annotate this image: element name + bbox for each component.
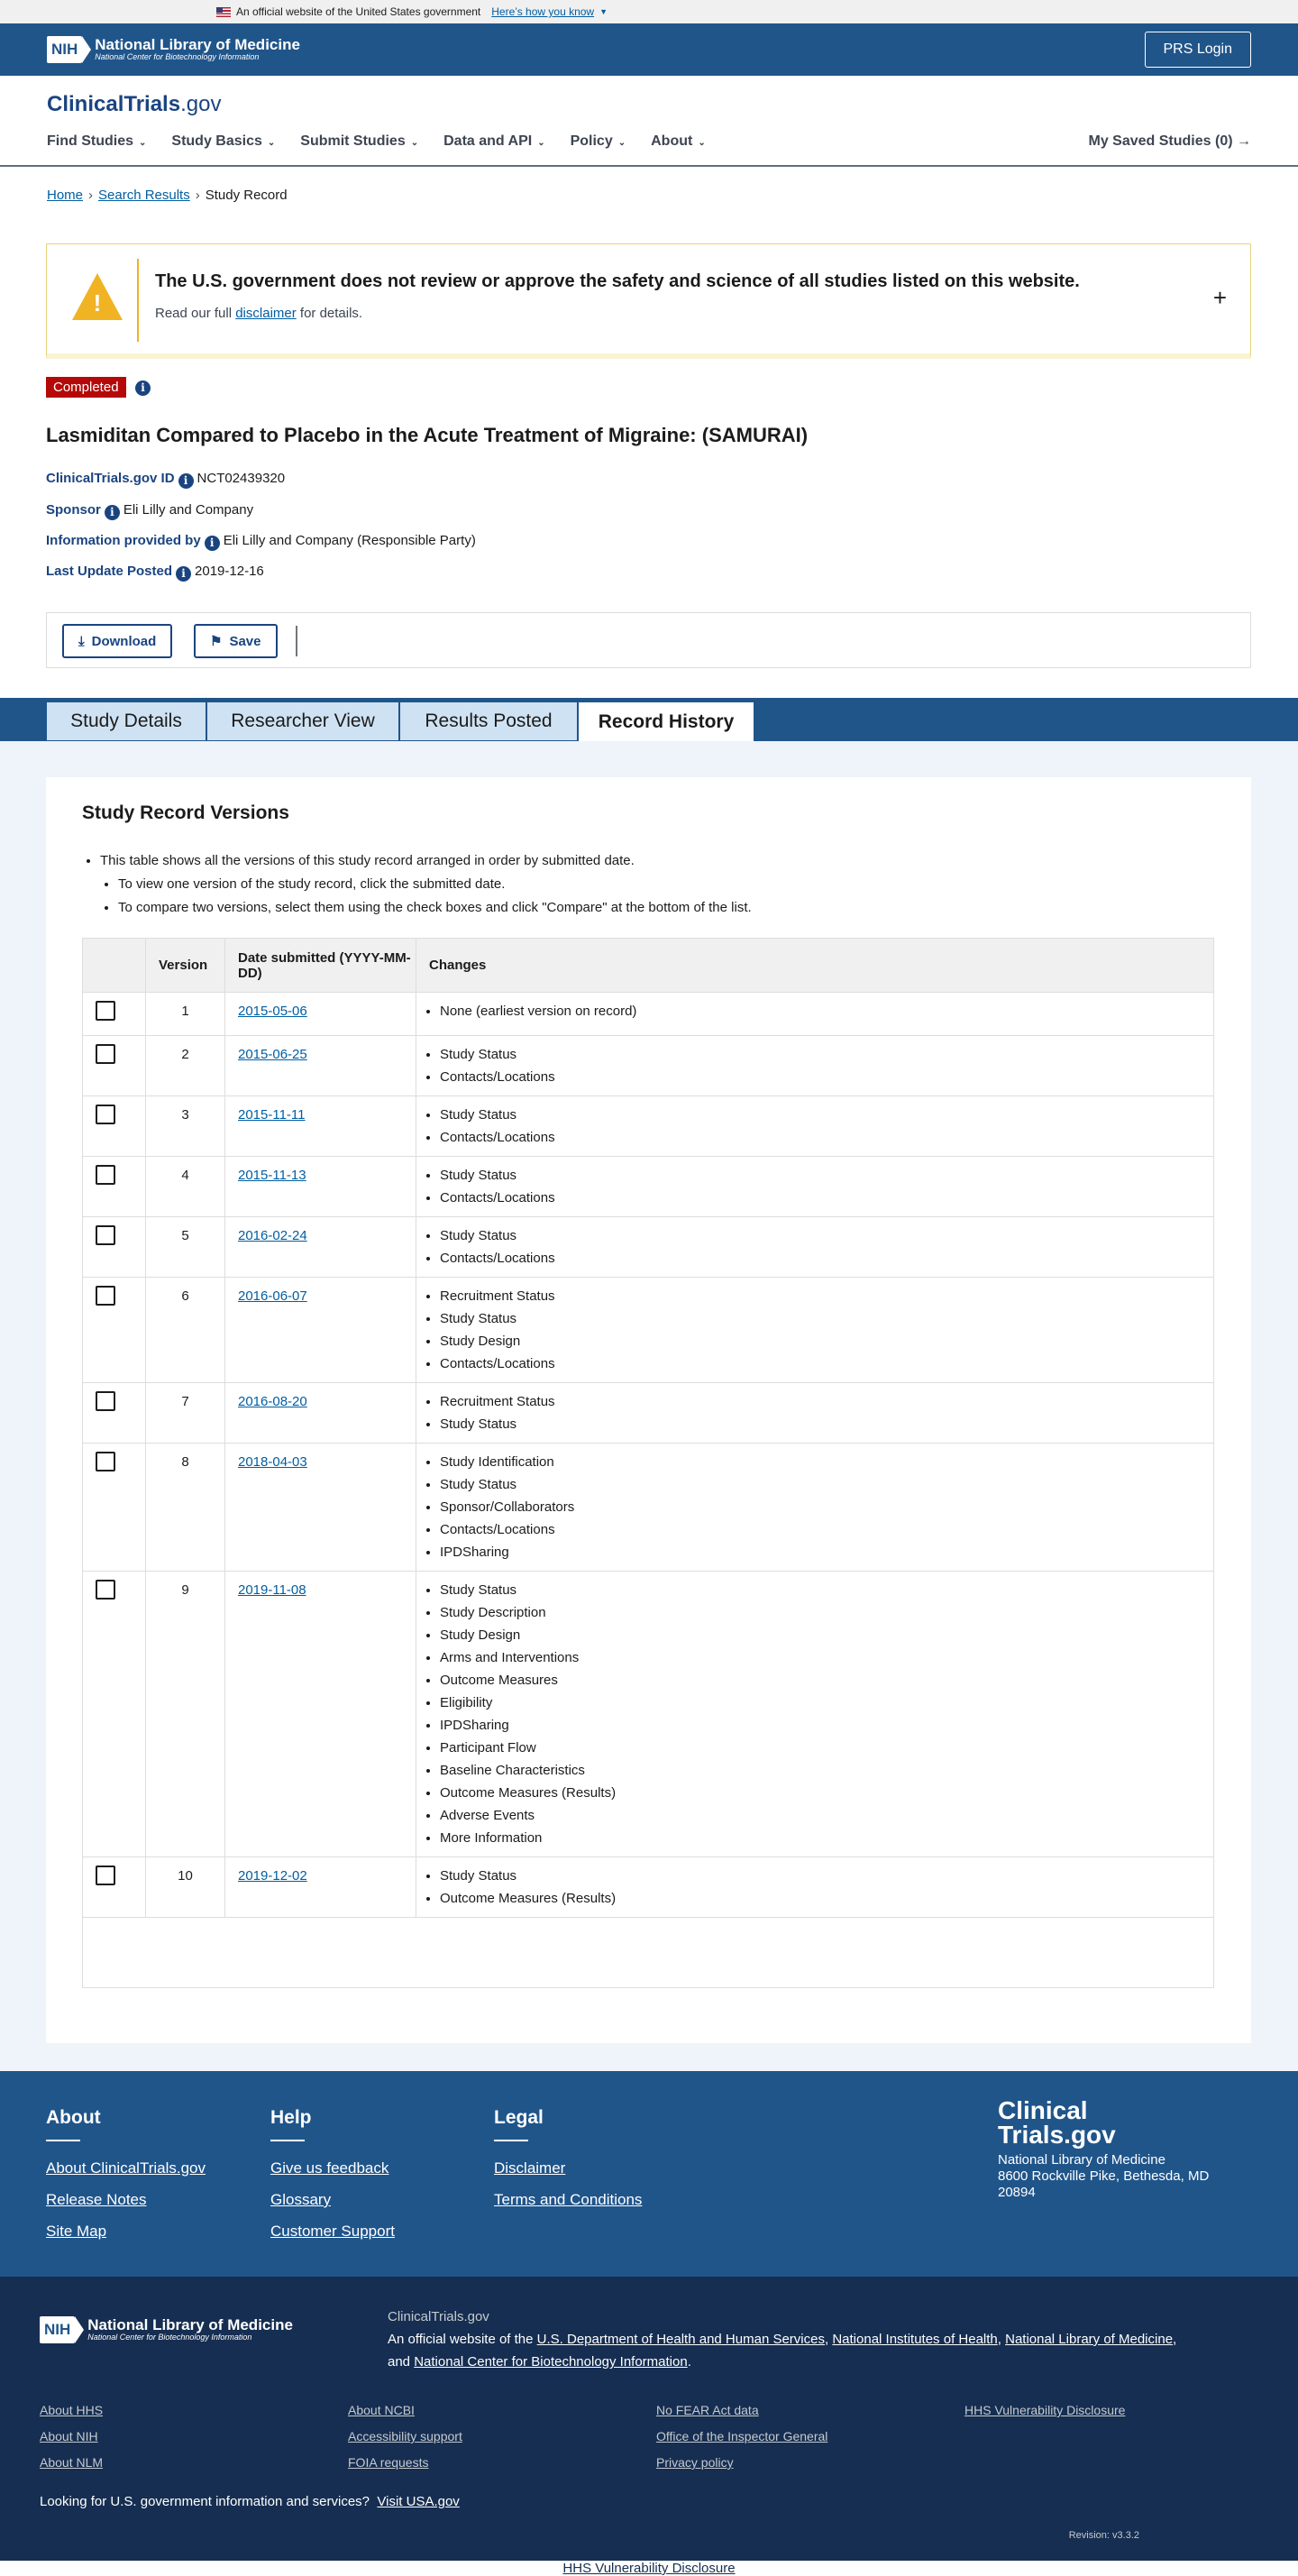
change-item: • Study Status bbox=[440, 1865, 1201, 1887]
changes-cell bbox=[416, 1857, 1214, 1918]
changes-cell bbox=[416, 1096, 1214, 1157]
hhs-link[interactable]: U.S. Department of Health and Human Services bbox=[536, 2332, 825, 2347]
change-item: • IPDSharing bbox=[440, 1541, 1201, 1563]
about-hhs-link[interactable]: About HHS bbox=[40, 2403, 104, 2417]
last-update-row bbox=[46, 564, 264, 582]
official-site-text: ClinicalTrials.gov An official website of the U.S. Department of Health and Human Services, National Institutes of Health, National Library of Medicine, and National Center for Biotechnology Information. bbox=[388, 2306, 1253, 2373]
instruction-1: • This table shows all the versions of this study record arranged in order by submitted date. bbox=[100, 849, 752, 873]
changes-cell bbox=[416, 1383, 1214, 1444]
gov-banner bbox=[0, 0, 1298, 23]
compare-checkbox[interactable] bbox=[96, 1866, 115, 1885]
date-cell bbox=[225, 1157, 416, 1217]
change-item: • Study Status bbox=[440, 1307, 1201, 1330]
breadcrumb-home[interactable]: Home bbox=[47, 188, 84, 203]
compare-checkbox[interactable] bbox=[96, 1044, 115, 1064]
main-nav bbox=[47, 133, 706, 150]
footer-about-link[interactable]: About ClinicalTrials.gov bbox=[46, 2159, 206, 2177]
about-ncbi-link[interactable]: About NCBI bbox=[348, 2403, 415, 2417]
gov-banner-text: An official website of the United States government bbox=[236, 5, 481, 18]
version-cell: 7 bbox=[146, 1383, 225, 1444]
date-cell bbox=[225, 993, 416, 1036]
footer-site-name: ClinicalTrials.gov bbox=[388, 2309, 489, 2324]
version-date-link[interactable]: 2015-11-13 bbox=[238, 1168, 306, 1183]
change-item: • Sponsor/Collaborators bbox=[440, 1496, 1201, 1518]
change-item: • Study Status bbox=[440, 1104, 1201, 1126]
changes-cell bbox=[416, 1157, 1214, 1217]
instruction-2: • To view one version of the study record, click the submitted date. bbox=[118, 873, 752, 896]
heres-how-you-know-link[interactable]: Here’s how you know bbox=[491, 5, 595, 18]
change-item: • Contacts/Locations bbox=[440, 1352, 1201, 1375]
footer-legal bbox=[494, 2107, 642, 2223]
version-date-link[interactable]: 2015-05-06 bbox=[238, 1004, 307, 1019]
site-title-suffix: .gov bbox=[180, 92, 222, 116]
footer-legal-heading: Legal bbox=[494, 2107, 544, 2128]
footer-address-1: 8600 Rockville Pike, Bethesda, MD bbox=[998, 2168, 1210, 2184]
footer-help bbox=[270, 2107, 395, 2254]
study-title: Lasmiditan Compared to Placebo in the Acute Treatment of Migraine: (SAMURAI) bbox=[46, 424, 809, 446]
footer-nlm-logo[interactable] bbox=[40, 2316, 293, 2343]
change-item: • Arms and Interventions bbox=[440, 1646, 1201, 1669]
provided-by-value: Eli Lilly and Company (Responsible Party) bbox=[223, 533, 476, 548]
table-row bbox=[83, 993, 1214, 1036]
version-date-link[interactable]: 2016-06-07 bbox=[238, 1288, 307, 1304]
change-item: • Eligibility bbox=[440, 1691, 1201, 1714]
change-item: • Adverse Events bbox=[440, 1804, 1201, 1827]
footer-org: National Library of Medicine bbox=[998, 2152, 1165, 2168]
compare-checkbox[interactable] bbox=[96, 1165, 115, 1185]
version-date-link[interactable]: 2015-06-25 bbox=[238, 1047, 307, 1062]
version-date-link[interactable]: 2015-11-11 bbox=[238, 1107, 306, 1123]
change-item: • Participant Flow bbox=[440, 1737, 1201, 1759]
study-id-row bbox=[46, 471, 285, 489]
footer-terms-link[interactable]: Terms and Conditions bbox=[494, 2191, 643, 2208]
compare-checkbox[interactable] bbox=[96, 1286, 115, 1306]
footer-release-notes-link[interactable]: Release Notes bbox=[46, 2191, 147, 2208]
compare-checkbox[interactable] bbox=[96, 1225, 115, 1245]
select-cell bbox=[83, 993, 146, 1036]
change-item: • Contacts/Locations bbox=[440, 1066, 1201, 1088]
status-badge: Completed bbox=[46, 377, 126, 398]
version-date-link[interactable]: 2016-02-24 bbox=[238, 1228, 307, 1243]
compare-checkbox[interactable] bbox=[96, 1391, 115, 1411]
footer-brand bbox=[998, 2098, 1209, 2201]
version-cell: 8 bbox=[146, 1444, 225, 1572]
tab-results-posted[interactable]: Results Posted bbox=[399, 701, 578, 741]
footer-government bbox=[0, 2277, 1298, 2576]
changes-cell bbox=[416, 1572, 1214, 1857]
change-item: • Contacts/Locations bbox=[440, 1518, 1201, 1541]
table-row bbox=[83, 1278, 1214, 1383]
footer-ct-logo: Clinical Trials.gov bbox=[998, 2096, 1116, 2149]
change-item: • Outcome Measures bbox=[440, 1669, 1201, 1691]
sponsor-value: Eli Lilly and Company bbox=[123, 502, 254, 518]
actions-bar bbox=[46, 612, 1251, 668]
date-cell bbox=[225, 1857, 416, 1918]
versions-heading: Study Record Versions bbox=[82, 802, 289, 823]
change-item: • Contacts/Locations bbox=[440, 1247, 1201, 1270]
provided-by-row bbox=[46, 533, 476, 551]
footer-help-heading: Help bbox=[270, 2107, 312, 2128]
changes-cell bbox=[416, 993, 1214, 1036]
about-nlm-link[interactable]: About NLM bbox=[40, 2455, 104, 2470]
chevron-down-icon: ⌄ bbox=[410, 138, 419, 148]
expand-plus-icon[interactable]: + bbox=[1212, 284, 1227, 311]
prs-login-button[interactable]: PRS Login bbox=[1145, 32, 1252, 68]
table-row bbox=[83, 1857, 1214, 1918]
compare-checkbox[interactable] bbox=[96, 1001, 115, 1021]
version-cell: 6 bbox=[146, 1278, 225, 1383]
foia-link[interactable]: FOIA requests bbox=[348, 2455, 429, 2470]
compare-checkbox[interactable] bbox=[96, 1452, 115, 1471]
tab-researcher-view[interactable]: Researcher View bbox=[206, 701, 399, 741]
version-date-link[interactable]: 2019-11-08 bbox=[238, 1582, 306, 1598]
select-column-header bbox=[83, 939, 146, 993]
change-item: • Study Status bbox=[440, 1043, 1201, 1066]
nih-link[interactable]: National Institutes of Health bbox=[832, 2332, 998, 2347]
footer-glossary-link[interactable]: Glossary bbox=[270, 2191, 332, 2208]
version-cell: 3 bbox=[146, 1096, 225, 1157]
change-item: • Study Status bbox=[440, 1413, 1201, 1435]
table-row bbox=[83, 1572, 1214, 1857]
nih-logo-icon: NIH bbox=[40, 2316, 75, 2343]
info-icon[interactable]: i bbox=[178, 473, 194, 489]
footer-support-link[interactable]: Customer Support bbox=[270, 2223, 395, 2240]
version-cell: 9 bbox=[146, 1572, 225, 1857]
footer-feedback-link[interactable]: Give us feedback bbox=[270, 2159, 389, 2177]
change-item: • Study Status bbox=[440, 1473, 1201, 1496]
info-icon[interactable]: i bbox=[135, 380, 151, 396]
version-date-link[interactable]: 2019-12-02 bbox=[238, 1868, 307, 1884]
usa-gov-row: Looking for U.S. government information and services? Visit USA.gov bbox=[40, 2494, 460, 2509]
date-cell bbox=[225, 1096, 416, 1157]
breadcrumb-current: Study Record bbox=[205, 188, 288, 203]
date-column-header: Date submitted (YYYY-MM-DD) bbox=[225, 939, 416, 993]
site-logo[interactable] bbox=[47, 92, 221, 117]
breadcrumb bbox=[47, 188, 288, 203]
hhs-vulnerability-link[interactable]: HHS Vulnerability Disclosure bbox=[964, 2403, 1126, 2417]
nav-submit-studies[interactable]: Submit Studies ⌄ bbox=[300, 133, 419, 149]
change-item: • Recruitment Status bbox=[440, 1390, 1201, 1413]
chevron-right-icon: › bbox=[88, 188, 94, 203]
change-item: • Study Design bbox=[440, 1624, 1201, 1646]
select-cell bbox=[83, 1572, 146, 1857]
chevron-down-icon: ⌄ bbox=[139, 138, 147, 148]
version-date-link[interactable]: 2016-08-20 bbox=[238, 1394, 307, 1409]
footer-ncbi-name: National Center for Biotechnology Information bbox=[87, 2333, 252, 2342]
usa-gov-link[interactable]: Visit USA.gov bbox=[377, 2494, 460, 2509]
nav-about[interactable]: About ⌄ bbox=[651, 133, 706, 149]
table-row bbox=[83, 1157, 1214, 1217]
info-icon[interactable]: i bbox=[105, 505, 120, 520]
change-item: • Contacts/Locations bbox=[440, 1187, 1201, 1209]
inspector-general-link[interactable]: Office of the Inspector General bbox=[656, 2429, 828, 2443]
table-row bbox=[83, 1036, 1214, 1096]
info-icon[interactable]: i bbox=[176, 566, 191, 582]
study-id-label: ClinicalTrials.gov ID bbox=[46, 471, 175, 486]
version-date-link[interactable]: 2018-04-03 bbox=[238, 1454, 307, 1470]
site-header bbox=[0, 76, 1298, 167]
change-item: • Study Status bbox=[440, 1164, 1201, 1187]
select-cell bbox=[83, 1857, 146, 1918]
version-column-header: Version bbox=[146, 939, 225, 993]
select-cell bbox=[83, 1157, 146, 1217]
change-item: • Study Description bbox=[440, 1601, 1201, 1624]
change-item: • Study Identification bbox=[440, 1451, 1201, 1473]
table-row bbox=[83, 1096, 1214, 1157]
version-cell: 4 bbox=[146, 1157, 225, 1217]
change-item: • Baseline Characteristics bbox=[440, 1759, 1201, 1782]
table-spacer-row bbox=[83, 1918, 1214, 1988]
date-cell bbox=[225, 1217, 416, 1278]
alert-text: Read our full disclaimer for details. bbox=[155, 306, 363, 321]
select-cell bbox=[83, 1444, 146, 1572]
footer-nlm-name: National Library of Medicine bbox=[87, 2316, 293, 2334]
no-fear-link[interactable]: No FEAR Act data bbox=[656, 2403, 759, 2417]
chevron-down-icon: ⌄ bbox=[267, 138, 276, 148]
date-cell bbox=[225, 1278, 416, 1383]
select-cell bbox=[83, 1096, 146, 1157]
nih-header bbox=[0, 23, 1298, 76]
select-cell bbox=[83, 1217, 146, 1278]
table-row bbox=[83, 1217, 1214, 1278]
site-title-main: ClinicalTrials bbox=[47, 92, 181, 116]
change-item: • More Information bbox=[440, 1827, 1201, 1849]
bookmark-icon: ⚑ bbox=[210, 634, 223, 649]
alert-title: The U.S. government does not review or approve the safety and science of all studies listed on this website. bbox=[155, 271, 1080, 291]
date-cell bbox=[225, 1572, 416, 1857]
breadcrumb-search-results[interactable]: Search Results bbox=[98, 188, 190, 203]
sponsor-row bbox=[46, 502, 253, 520]
compare-checkbox[interactable] bbox=[96, 1105, 115, 1124]
change-item: • Study Status bbox=[440, 1224, 1201, 1247]
changes-cell bbox=[416, 1278, 1214, 1383]
nav-find-studies[interactable]: Find Studies ⌄ bbox=[47, 133, 147, 149]
instruction-3: • To compare two versions, select them using the check boxes and click "Compare" at the bottom of the list. bbox=[118, 896, 752, 920]
study-id-value: NCT02439320 bbox=[197, 471, 286, 486]
nlm-logo[interactable] bbox=[47, 36, 300, 63]
change-item: • Outcome Measures (Results) bbox=[440, 1887, 1201, 1910]
version-cell: 5 bbox=[146, 1217, 225, 1278]
nav-policy[interactable]: Policy ⌄ bbox=[570, 133, 626, 149]
table-row bbox=[83, 1444, 1214, 1572]
download-button[interactable]: ⤓ Download bbox=[62, 624, 172, 658]
about-nih-link[interactable]: About NIH bbox=[40, 2429, 98, 2443]
disclaimer-link[interactable]: disclaimer bbox=[235, 306, 297, 321]
table-row bbox=[83, 1383, 1214, 1444]
changes-cell bbox=[416, 1444, 1214, 1572]
privacy-policy-link[interactable]: Privacy policy bbox=[656, 2455, 734, 2470]
change-item: • None (earliest version on record) bbox=[440, 1000, 1201, 1022]
record-history-card bbox=[46, 777, 1251, 2043]
footer-col-1 bbox=[40, 2397, 103, 2476]
date-cell bbox=[225, 1036, 416, 1096]
arrow-right-icon: → bbox=[1237, 133, 1251, 149]
footer-col-4 bbox=[964, 2397, 1125, 2424]
version-cell: 10 bbox=[146, 1857, 225, 1918]
change-item: • IPDSharing bbox=[440, 1714, 1201, 1737]
chevron-down-icon: ⌄ bbox=[617, 138, 626, 148]
versions-table bbox=[82, 938, 1214, 1988]
chevron-right-icon: › bbox=[195, 188, 200, 203]
last-update-label: Last Update Posted bbox=[46, 564, 173, 579]
change-item: • Study Design bbox=[440, 1330, 1201, 1352]
bottom-vulnerability-link[interactable]: HHS Vulnerability Disclosure bbox=[562, 2561, 736, 2576]
sponsor-label: Sponsor bbox=[46, 502, 101, 518]
us-flag-icon bbox=[216, 7, 231, 17]
tab-record-history[interactable]: Record History bbox=[578, 701, 754, 741]
last-update-value: 2019-12-16 bbox=[195, 564, 264, 579]
chevron-down-icon: ⌄ bbox=[698, 138, 706, 148]
provided-by-label: Information provided by bbox=[46, 533, 201, 548]
saved-studies-link[interactable]: My Saved Studies (0) → bbox=[1088, 133, 1251, 149]
footer-disclaimer-link[interactable]: Disclaimer bbox=[494, 2159, 566, 2177]
date-cell bbox=[225, 1383, 416, 1444]
footer-address-2: 20894 bbox=[998, 2185, 1036, 2200]
save-button[interactable]: ⚑ Save bbox=[194, 624, 278, 658]
select-cell bbox=[83, 1278, 146, 1383]
footer-col-2 bbox=[348, 2397, 462, 2476]
version-cell: 1 bbox=[146, 993, 225, 1036]
download-icon: ⤓ bbox=[78, 633, 85, 649]
change-item: • Study Status bbox=[440, 1579, 1201, 1601]
change-item: • Outcome Measures (Results) bbox=[440, 1782, 1201, 1804]
ncbi-name: National Center for Biotechnology Information bbox=[95, 52, 260, 62]
change-item: • Contacts/Locations bbox=[440, 1126, 1201, 1149]
select-cell bbox=[83, 1036, 146, 1096]
accessibility-link[interactable]: Accessibility support bbox=[348, 2429, 462, 2443]
compare-checkbox[interactable] bbox=[96, 1580, 115, 1600]
nlm-name: National Library of Medicine bbox=[95, 36, 300, 54]
changes-cell bbox=[416, 1217, 1214, 1278]
ncbi-link[interactable]: National Center for Biotechnology Information bbox=[414, 2354, 688, 2370]
nlm-link[interactable]: National Library of Medicine bbox=[1005, 2332, 1174, 2347]
footer-about-heading: About bbox=[46, 2107, 101, 2128]
tab-bar bbox=[0, 698, 1298, 741]
revision-text: Revision: v3.3.2 bbox=[1068, 2530, 1139, 2541]
chevron-down-icon: ⌄ bbox=[537, 138, 545, 148]
footer-col-3 bbox=[656, 2397, 827, 2476]
footer-site-map-link[interactable]: Site Map bbox=[46, 2223, 107, 2240]
info-icon[interactable]: i bbox=[205, 536, 220, 551]
nav-data-api[interactable]: Data and API ⌄ bbox=[443, 133, 545, 149]
footer-links bbox=[0, 2071, 1298, 2277]
disclaimer-alert: ! The U.S. government does not review or approve the safety and science of all studies listed on this website. Read our full disclaimer for details. + bbox=[46, 243, 1251, 359]
version-cell: 2 bbox=[146, 1036, 225, 1096]
change-item: • Recruitment Status bbox=[440, 1285, 1201, 1307]
nav-study-basics[interactable]: Study Basics ⌄ bbox=[171, 133, 276, 149]
nih-logo-icon: NIH bbox=[47, 36, 82, 63]
date-cell bbox=[225, 1444, 416, 1572]
versions-instructions bbox=[82, 849, 752, 920]
chevron-down-icon: ▼ bbox=[599, 7, 608, 16]
footer-about bbox=[46, 2107, 206, 2254]
select-cell bbox=[83, 1383, 146, 1444]
changes-column-header: Changes bbox=[416, 939, 1214, 993]
changes-cell bbox=[416, 1036, 1214, 1096]
tab-study-details[interactable]: Study Details bbox=[46, 701, 206, 741]
bottom-vulnerability-bar bbox=[0, 2561, 1298, 2576]
